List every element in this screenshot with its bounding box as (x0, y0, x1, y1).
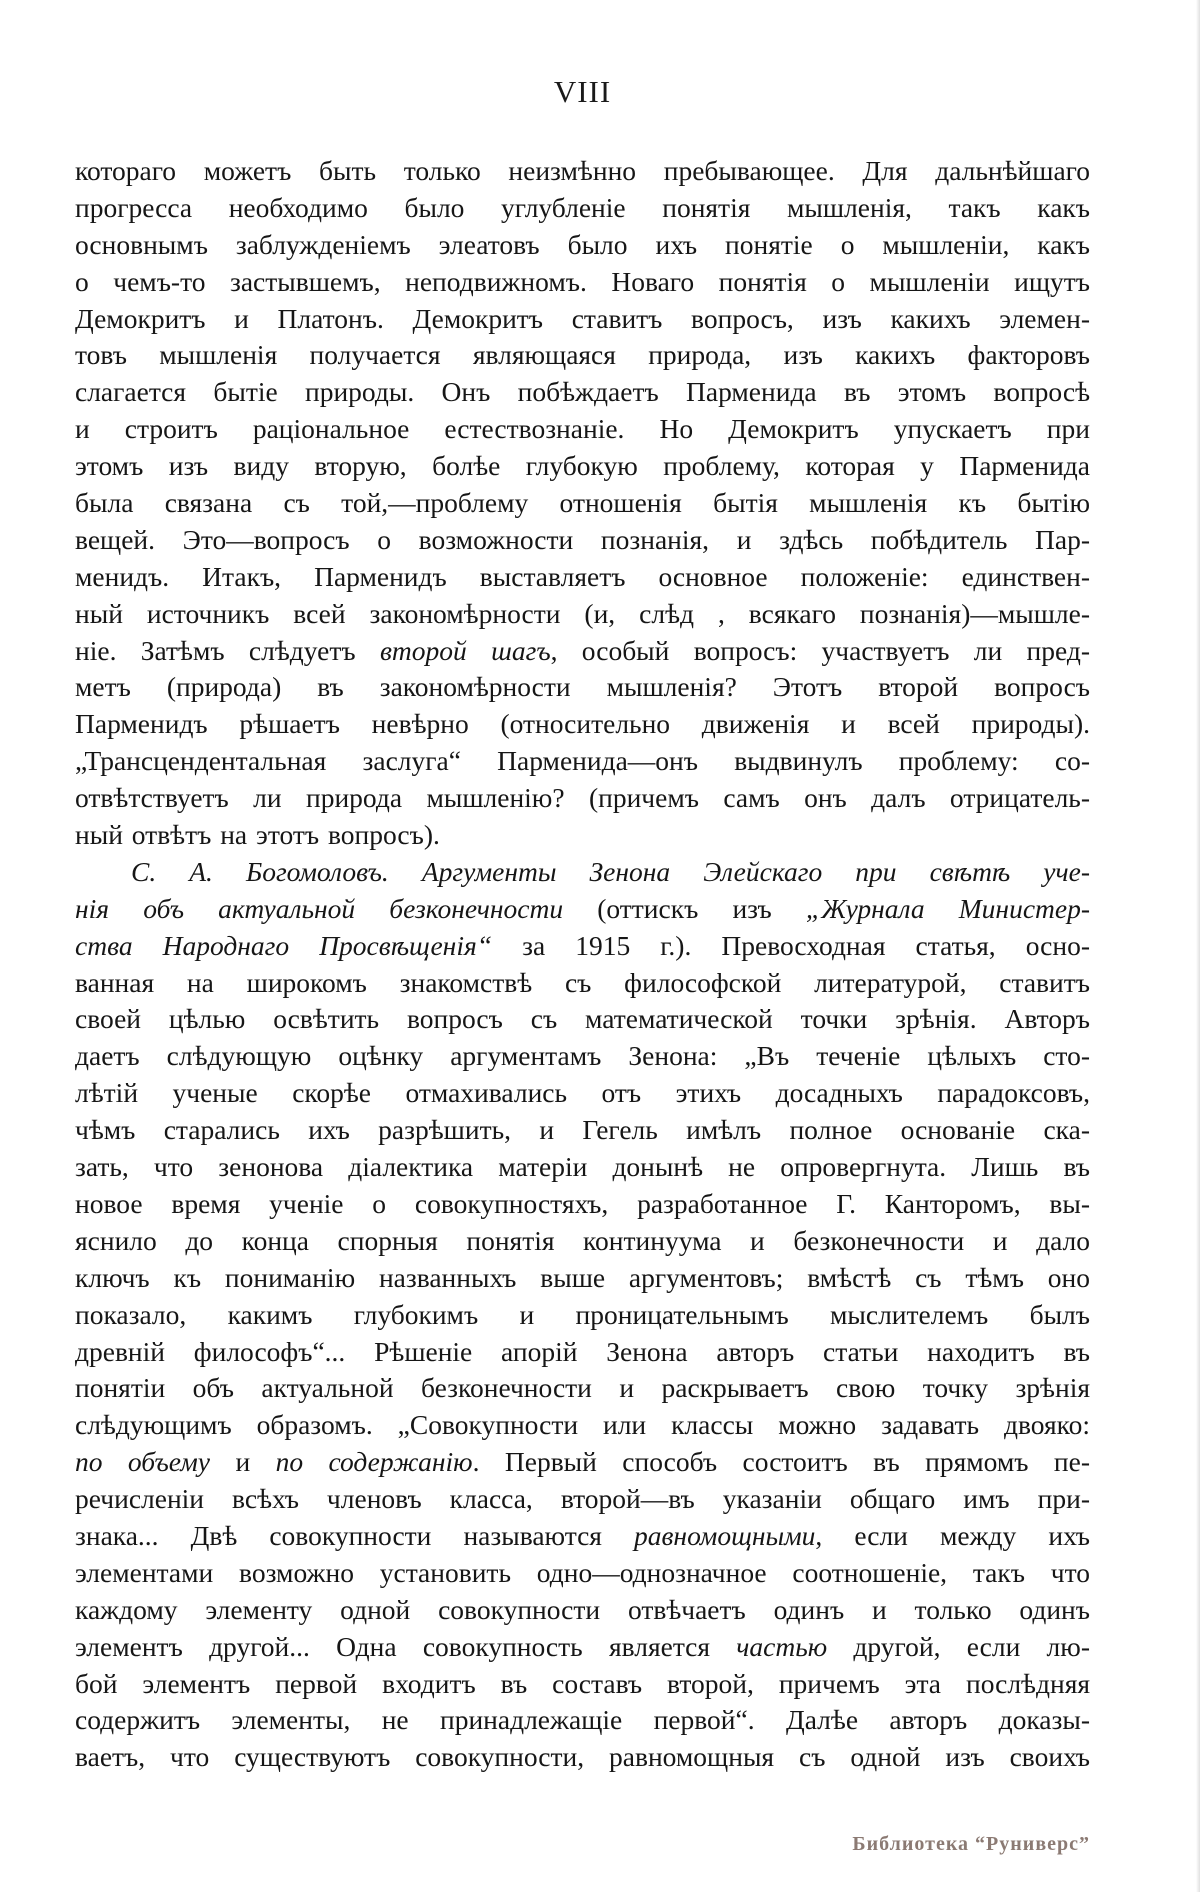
text-segment: слагается бытіе природы. Онъ побѣждаетъ Парменида въ этомъ вопросѣ (75, 376, 1090, 408)
text-segment: ніе. Затѣмъ слѣдуетъ (75, 634, 380, 666)
text-segment: каждому элементу одной совокупности отвѣчаетъ одинъ и только одинъ (75, 1593, 1090, 1625)
text-segment: элементами возможно установить одно—однозначное соотношеніе, такъ что (75, 1556, 1090, 1588)
text-line (75, 1481, 1090, 1518)
text-segment: показало, какимъ глубокимъ и проницательнымъ мыслителемъ былъ (75, 1298, 1090, 1330)
text-segment: этомъ изъ виду вторую, болѣе глубокую проблему, которая у Парменида (75, 450, 1090, 482)
text-line (75, 264, 1090, 301)
text-line (75, 669, 1090, 706)
text-line (75, 1260, 1090, 1297)
text-segment: о чемъ-то застывшемъ, неподвижномъ. Новаго понятія о мышленіи ищутъ (75, 265, 1090, 297)
text-line (75, 633, 1090, 670)
text-line (75, 411, 1090, 448)
text-segment: понятіи объ актуальной безконечности и раскрываетъ свою точку зрѣнія (75, 1372, 1090, 1404)
italic-text-segment: частью (736, 1630, 828, 1662)
text-segment: менидъ. Итакъ, Парменидъ выставляетъ основное положеніе: единствен- (75, 560, 1090, 592)
text-line (75, 190, 1090, 227)
italic-text-segment: равномощными (634, 1519, 816, 1551)
text-segment: яснило до конца спорныя понятія континуума и безконечности и дало (75, 1224, 1090, 1256)
text-segment: древній философъ“... Рѣшеніе апорій Зенона авторъ статьи находитъ въ (75, 1335, 1090, 1367)
text-line (75, 706, 1090, 743)
text-segment: метъ (природа) въ закономѣрности мышленія? Этотъ второй вопросъ (75, 671, 1090, 703)
page-number: VIII (553, 74, 612, 109)
italic-text-segment: второй шагъ (379, 634, 551, 666)
text-segment: слѣдующимъ образомъ. „Совокупности или классы можно задавать двояко: (75, 1409, 1090, 1441)
text-line (75, 1518, 1090, 1555)
text-segment: ключъ къ пониманію названныхъ выше аргументовъ; вмѣстѣ съ тѣмъ оно (75, 1261, 1090, 1293)
text-line (75, 1297, 1090, 1334)
text-line (75, 1739, 1090, 1776)
text-segment: товъ мышленія получается являющаяся природа, изъ какихъ факторовъ (75, 339, 1090, 371)
text-line (75, 374, 1090, 411)
text-line (75, 1223, 1090, 1260)
page-text (75, 153, 1090, 1776)
text-segment: речисленіи всѣхъ членовъ класса, второй—въ указаніи общаго имъ при- (75, 1483, 1090, 1515)
text-segment: (оттискъ изъ (563, 892, 806, 924)
text-segment: ный источникъ всей закономѣрности (и, слѣд , всякаго познанія)—мышле- (75, 597, 1090, 629)
text-segment: ванная на широкомъ знакомствѣ съ философской литературой, ставитъ (75, 966, 1090, 998)
text-line (75, 1629, 1090, 1666)
text-line (75, 153, 1090, 190)
text-line (75, 301, 1090, 338)
text-line (75, 227, 1090, 264)
italic-text-segment: ства Народнаго Просвѣщенія“ (75, 929, 493, 961)
text-segment: , если между ихъ (815, 1519, 1091, 1551)
text-segment: содержитъ элементы, не принадлежащіе первой“. Далѣе авторъ доказы- (75, 1704, 1090, 1736)
italic-text-segment: нія объ актуальной безконечности (75, 892, 564, 924)
text-segment: и (210, 1446, 276, 1478)
text-line (75, 522, 1090, 559)
text-segment: даетъ слѣдующую оцѣнку аргументамъ Зенона: „Въ теченіе цѣлыхъ сто- (75, 1040, 1090, 1072)
text-segment: была связана съ той,—проблему отношенія бытія мышленія къ бытію (75, 487, 1090, 519)
italic-text-segment: по объему (75, 1446, 211, 1478)
text-line (75, 780, 1090, 817)
text-line (75, 1001, 1090, 1038)
text-segment: и строитъ раціональное естествознаніе. Но Демокритъ упускаетъ при (75, 413, 1090, 445)
text-line (75, 1186, 1090, 1223)
text-line (75, 854, 1090, 891)
text-segment: другой, если лю- (827, 1630, 1090, 1662)
text-line (75, 743, 1090, 780)
text-line (75, 1038, 1090, 1075)
text-line (75, 817, 1090, 854)
text-line (75, 448, 1090, 485)
text-segment: элементъ другой... Одна совокупность является (75, 1630, 737, 1662)
text-segment: своей цѣлью освѣтить вопросъ съ математической точки зрѣнія. Авторъ (75, 1003, 1090, 1035)
text-segment: ный отвѣтъ на этотъ вопросъ). (75, 819, 440, 851)
text-segment: новое время ученіе о совокупностяхъ, разработанное Г. Канторомъ, вы- (75, 1187, 1090, 1219)
text-segment: „Трансцендентальная заслуга“ Парменида—онъ выдвинулъ проблему: со- (75, 745, 1090, 777)
text-line (75, 891, 1090, 928)
text-line (75, 1112, 1090, 1149)
text-segment: Парменидъ рѣшаетъ невѣрно (относительно движенія и всей природы). (75, 708, 1090, 740)
text-line (75, 485, 1090, 522)
text-line (75, 1075, 1090, 1112)
text-segment: котораго можетъ быть только неизмѣнно пребывающее. Для дальнѣйшаго (75, 155, 1090, 186)
text-segment: за 1915 г.). Превосходная статья, осно- (492, 929, 1090, 961)
text-line (75, 596, 1090, 633)
text-segment: прогресса необходимо было углубленіе понятія мышленія, такъ какъ (75, 191, 1090, 223)
text-line (75, 965, 1090, 1002)
text-segment: , особый вопросъ: участвуетъ ли пред- (550, 634, 1090, 666)
text-segment: Демокритъ и Платонъ. Демокритъ ставитъ вопросъ, изъ какихъ элемен- (75, 302, 1090, 334)
italic-text-segment: С. А. Богомоловъ. Аргументы Зенона Элейскаго при свѣтѣ уче- (131, 855, 1090, 887)
text-line (75, 1592, 1090, 1629)
text-segment: . Первый способъ состоитъ въ прямомъ пе- (472, 1446, 1090, 1478)
italic-text-segment: „Журнала Министер- (805, 892, 1090, 924)
text-line (75, 1702, 1090, 1739)
text-line (75, 1555, 1090, 1592)
text-line (75, 1407, 1090, 1444)
text-line (75, 928, 1090, 965)
text-segment: бой элементъ первой входитъ въ составъ второй, причемъ эта послѣдняя (75, 1667, 1090, 1699)
text-line (75, 1370, 1090, 1407)
text-segment: лѣтій ученые скорѣе отмахивались отъ этихъ досадныхъ парадоксовъ, (75, 1077, 1090, 1109)
text-line (75, 1444, 1090, 1481)
text-line (75, 1149, 1090, 1186)
text-segment: вещей. Это—вопросъ о возможности познанія, и здѣсь побѣдитель Пар- (75, 523, 1090, 555)
text-line (75, 1666, 1090, 1703)
text-line (75, 559, 1090, 596)
text-line (75, 1334, 1090, 1371)
text-segment: чѣмъ старались ихъ разрѣшить, и Гегель имѣлъ полное основаніе ска- (75, 1114, 1090, 1146)
text-segment: основнымъ заблужденіемъ элеатовъ было ихъ понятіе о мышленіи, какъ (75, 228, 1090, 260)
text-segment: зать, что зенонова діалектика матеріи донынѣ не опровергнута. Лишь въ (75, 1151, 1090, 1183)
text-segment: отвѣтствуетъ ли природа мышленію? (причемъ самъ онъ далъ отрицатель- (75, 782, 1090, 814)
text-segment: знака... Двѣ совокупности называются (75, 1519, 634, 1551)
text-line (75, 337, 1090, 374)
library-watermark: Библиотека “Руниверс” (852, 1833, 1090, 1855)
italic-text-segment: по содержанію (275, 1446, 473, 1478)
text-segment: ваетъ, что существуютъ совокупности, равномощныя съ одной изъ своихъ (75, 1741, 1090, 1773)
